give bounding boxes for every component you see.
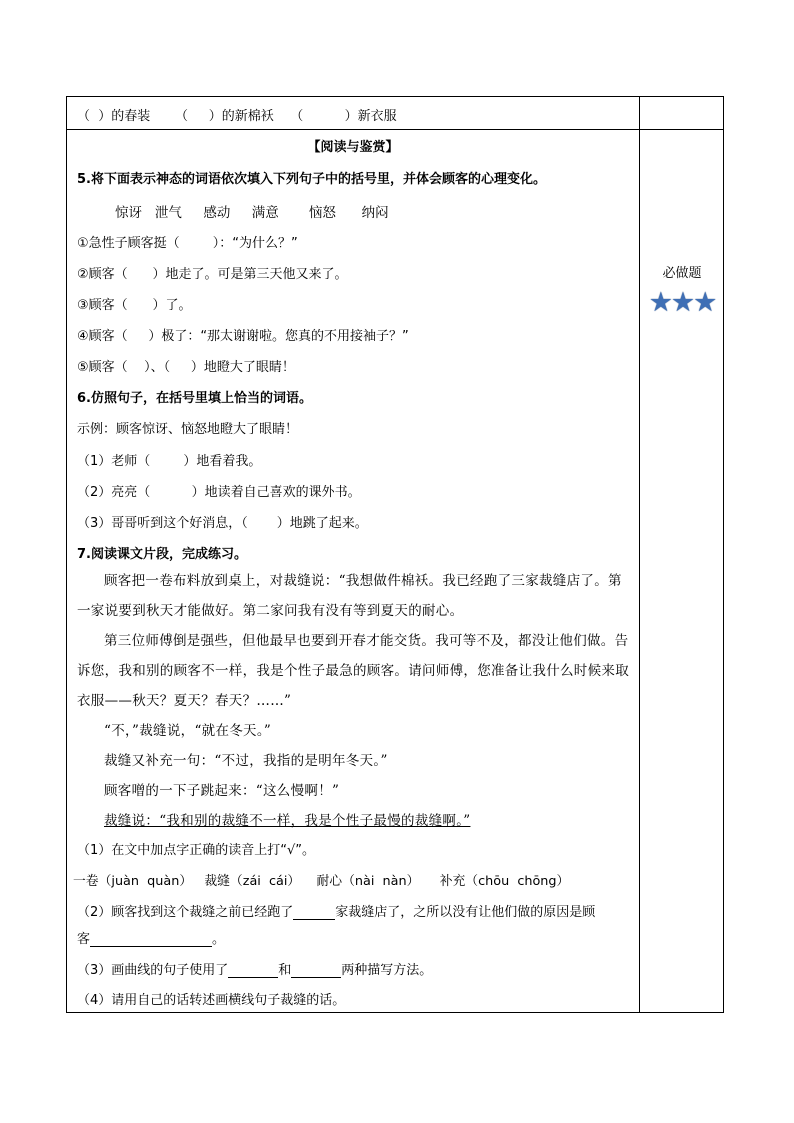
passage-paragraph: “不，”裁缝说，“就在冬天。”	[104, 723, 272, 739]
q7-sub-4: （4）请用自己的话转述画横线句子裁缝的话。	[77, 993, 346, 1008]
q6-example: 示例：顾客惊讶、恼怒地瞪大了眼睛！	[77, 422, 299, 437]
q6-item-1: （1）老师（ ）地看着我。	[77, 454, 262, 469]
q5-item-4: ④顾客（ ）极了：“那太谢谢啦。您真的不用接袖子？”	[77, 329, 409, 344]
q7-sub-2-text-a: （2）顾客找到这个裁缝之前已经跑了	[77, 905, 294, 920]
q5-item-5: ⑤顾客（ ）、（ ）地瞪大了眼睛！	[77, 360, 295, 375]
q6-title: 6.仿照句子，在括号里填上恰当的词语。	[77, 391, 312, 406]
q7-sub-3	[77, 959, 432, 978]
passage-paragraph: 顾客把一卷布料放到桌上，对裁缝说：“我想做件棉袄。我已经跑了三家裁缝店了。第一家说要到秋天才能做好。第二家问我有没有等到夏天的耐心。	[77, 573, 622, 619]
q7-sub-3-text-b: 和	[278, 963, 292, 978]
q7-sub-2-cont: 客 。	[77, 932, 226, 947]
answer-blank[interactable]	[90, 931, 212, 947]
worksheet-table	[66, 96, 724, 1013]
q7-passage	[77, 566, 632, 836]
q7-title: 7.阅读课文片段，完成练习。	[77, 547, 247, 562]
q5-item-2: ②顾客（ ）地走了。可是第三天他又来了。	[77, 267, 348, 282]
star-rating-icon: ★★★	[648, 287, 716, 318]
q7-sub-2	[77, 901, 595, 920]
passage-paragraph: 裁缝又补充一句：“不过，我指的是明年冬天。”	[104, 753, 388, 769]
section-title: 【阅读与鉴赏】	[307, 140, 399, 155]
q5-word-bank: 惊讶 泄气 感动 满意 恼怒 纳闷	[115, 205, 389, 221]
q6-item-2: （2）亮亮（ ）地读着自己喜欢的课外书。	[77, 485, 361, 500]
column-divider	[639, 97, 640, 1012]
q6-item-3: （3）哥哥听到这个好消息，（ ）地跳了起来。	[77, 516, 368, 531]
passage-paragraph: 第三位师傅倒是强些，但他最早也要到开春才能交货。我可等不及，都没让他们做。告诉您，我和别的顾客不一样，我是个性子最急的顾客。请问师傅，您准备让我什么时候来取衣服——秋天？夏天？春天？……”	[77, 633, 629, 709]
answer-blank[interactable]	[293, 904, 335, 920]
row-divider	[67, 129, 723, 130]
top-row-text: （ ）的春装 （ ）的新棉袄 （ ）新衣服	[77, 109, 397, 124]
q7-sub-2-text-c: 客	[77, 932, 91, 947]
answer-blank[interactable]	[291, 962, 341, 978]
q7-sub-1: （1）在文中加点字正确的读音上打“√”。	[77, 843, 316, 858]
q7-pinyin-line: 一卷（juàn quàn） 裁缝（zái cái） 耐心（nài nàn） 补充（chōu chōng）	[73, 874, 570, 889]
q5-item-3: ③顾客（ ）了。	[77, 298, 192, 313]
q7-sub-3-text-a: （3）画曲线的句子使用了	[77, 963, 229, 978]
underlined-sentence: 裁缝说：“我和别的裁缝不一样，我是个性子最慢的裁缝啊。”	[104, 813, 471, 829]
q7-sub-2-text-b: 家裁缝店了，之所以没有让他们做的原因是顾	[335, 905, 596, 920]
q5-title: 5.将下面表示神态的词语依次填入下列句子中的括号里，并体会顾客的心理变化。	[77, 172, 546, 187]
answer-blank[interactable]	[228, 962, 278, 978]
difficulty-label: 必做题	[662, 266, 702, 281]
q5-item-1: ①急性子顾客挺（ ）：“为什么？”	[77, 236, 298, 251]
q7-sub-3-text-c: 两种描写方法。	[341, 963, 433, 978]
passage-paragraph: 顾客噌的一下子跳起来：“这么慢啊！”	[104, 783, 340, 799]
